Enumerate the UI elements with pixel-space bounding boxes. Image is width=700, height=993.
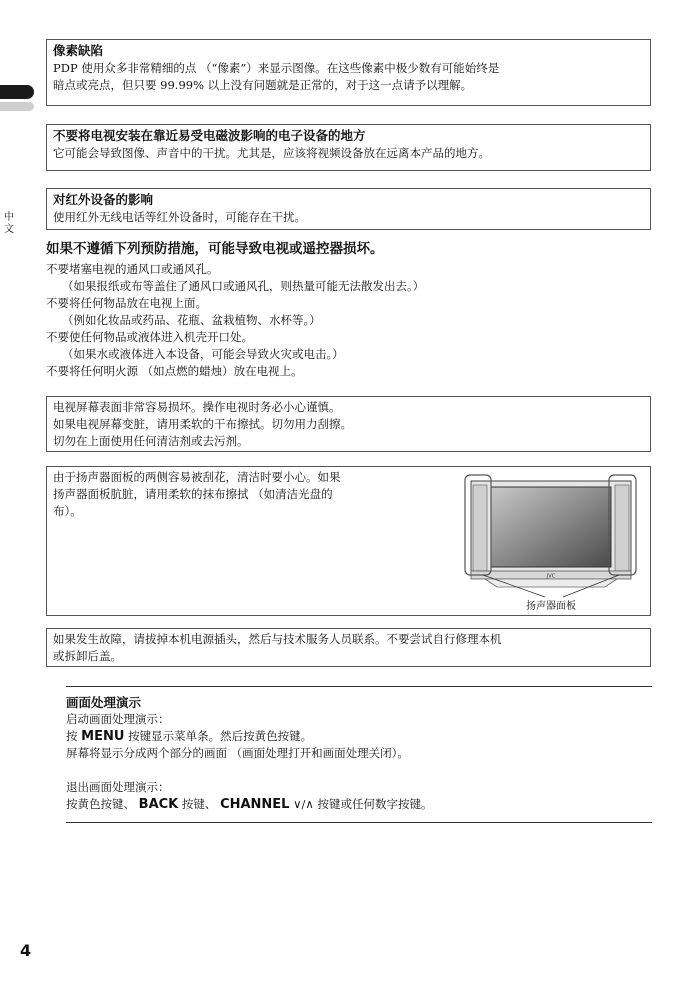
demo-exit-step: 按黄色按键、 BACK 按键、 CHANNEL ∨/∧ 按键或任何数字按键。 <box>66 797 433 812</box>
demo-exit-label: 退出画面处理演示： <box>66 780 170 794</box>
pixel-defect-box <box>46 39 651 106</box>
speaker-care-line2: 扬声器面板肮脏，请用柔软的抹布擦拭 （如清洁光盘的 <box>53 487 333 501</box>
speaker-panel-label: 扬声器面板 <box>526 601 576 612</box>
pixel-defect-line2: 暗点或亮点，但只要 99.99% 以上没有问题就是正常的，对于这一点请予以理解。 <box>53 78 473 92</box>
demo-start-step: 按 MENU 按键显示菜单条。然后按黄色按键。 <box>66 729 313 744</box>
malfunction-line1: 如果发生故障，请拔掉本机电源插头，然后与技术服务人员联系。不要尝试自行修理本机 <box>53 632 502 646</box>
page-number: 4 <box>20 941 32 960</box>
em-interference-box <box>46 124 651 171</box>
chapter-tab-light <box>0 102 34 111</box>
speaker-care-line1: 由于扬声器面板的两侧容易被刮花，清洁时要小心。如果 <box>53 470 341 484</box>
precaution-rule-1: 不要堵塞电视的通风口或通风孔。 <box>46 262 219 276</box>
pixel-defect-line1: PDP 使用众多非常精细的点 （“像素”）来显示图像。在这些像素中极少数有可能始终是 <box>53 61 500 75</box>
tv-logo: JVC <box>546 573 556 580</box>
malfunction-line2: 或拆卸后盖。 <box>53 649 122 663</box>
speaker-care-line3: 布）。 <box>53 504 82 518</box>
precaution-rule-2: 不要将任何物品放在电视上面。 <box>46 296 207 310</box>
screen-care-line2: 如果电视屏幕变脏，请用柔软的干布擦拭。切勿用力刮擦。 <box>53 417 352 431</box>
chapter-tab-dark <box>0 85 34 99</box>
screen-care-box <box>46 396 651 452</box>
em-interference-line1: 它可能会导致图像、声音中的干扰。尤其是，应该将视频设备放在远离本产品的地方。 <box>53 146 490 160</box>
demo-start-label: 启动画面处理演示： <box>66 712 170 726</box>
demo-bottom-rule <box>66 822 652 823</box>
pixel-defect-title: 像素缺陷 <box>53 43 104 58</box>
screen-care-line3: 切勿在上面使用任何清洁剂或去污剂。 <box>53 434 249 448</box>
infrared-title: 对红外设备的影响 <box>53 192 154 207</box>
precaution-note-1: （如果报纸或布等盖住了通风口或通风孔，则热量可能无法散发出去。） <box>62 279 425 293</box>
malfunction-box <box>46 628 651 667</box>
back-key: BACK <box>138 797 179 812</box>
demo-top-rule <box>66 686 652 687</box>
channel-key: CHANNEL <box>220 797 290 812</box>
precaution-list <box>46 261 656 380</box>
infrared-line1: 使用红外无线电话等红外设备时，可能存在干扰。 <box>53 210 306 224</box>
demo-result: 屏幕将显示分成两个部分的画面 （画面处理打开和画面处理关闭）。 <box>66 746 409 760</box>
precaution-note-2: （例如化妆品或药品、花瓶、盆栽植物、水杯等。） <box>62 313 321 327</box>
precaution-note-3: （如果水或液体进入本设备，可能会导致火灾或电击。） <box>62 347 344 361</box>
em-interference-title: 不要将电视安装在靠近易受电磁波影响的电子设备的地方 <box>53 128 366 143</box>
demo-title: 画面处理演示 <box>66 695 142 710</box>
screen-care-line1: 电视屏幕表面非常容易损坏。操作电视时务必小心谨慎。 <box>53 400 341 414</box>
demo-section <box>66 694 652 813</box>
precaution-rule-3: 不要使任何物品或液体进入机壳开口处。 <box>46 330 253 344</box>
side-language-label: 中文 <box>4 212 14 235</box>
warning-heading: 如果不遵循下列预防措施，可能导致电视或遥控器损坏。 <box>46 241 384 257</box>
precaution-rule-4: 不要将任何明火源 （如点燃的蜡烛）放在电视上。 <box>46 364 303 378</box>
infrared-box <box>46 188 651 230</box>
speaker-panel-box <box>46 466 651 616</box>
menu-key: MENU <box>81 729 125 744</box>
tv-speaker-illustration <box>463 473 638 613</box>
